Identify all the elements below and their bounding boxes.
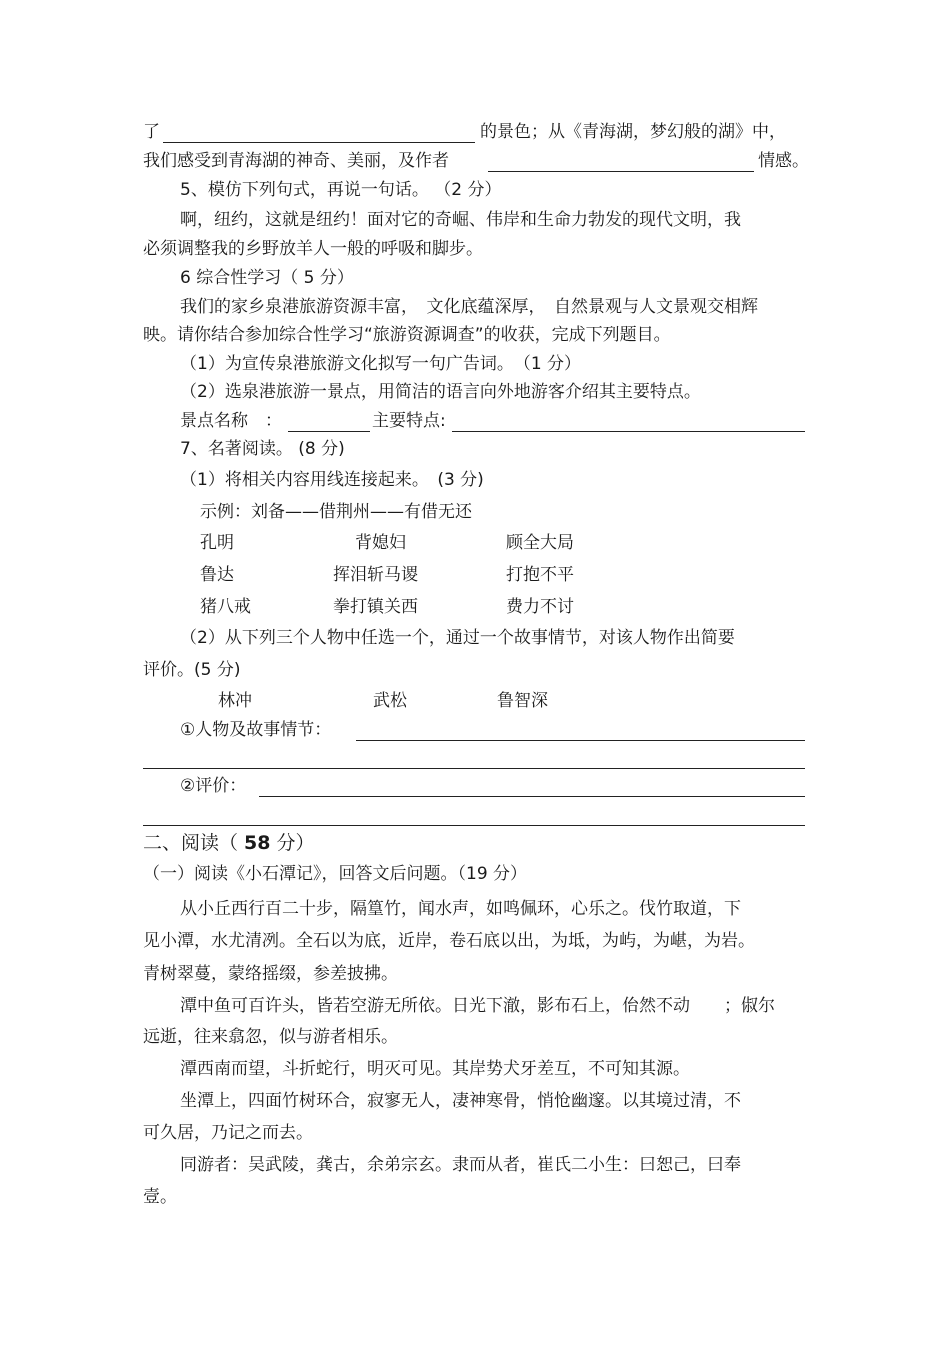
- passage-line: 从小丘西行百二十步，隔篁竹，闻水声，如鸣佩环，心乐之。伐竹取道，下: [180, 899, 741, 919]
- text-line: 我们感受到青海湖的神奇、美丽，及作者: [143, 151, 449, 171]
- character-option: 武松: [373, 691, 407, 711]
- passage-line: 壹。: [143, 1187, 177, 1207]
- passage-line: 见小潭，水尤清冽。全石以为底，近岸，卷石底以出，为坻，为屿，为嵁，为岩。: [143, 931, 755, 951]
- answer-blank[interactable]: [488, 171, 754, 172]
- match-item[interactable]: 鲁达: [200, 565, 234, 585]
- section-2-title: [143, 834, 315, 853]
- text-line: 啊，纽约，这就是纽约！面对它的奇崛、伟岸和生命力勃发的现代文明，我: [180, 210, 741, 230]
- evaluation-blank-2[interactable]: [143, 825, 805, 826]
- passage-line: 远逝，往来翕忽，似与游者相乐。: [143, 1027, 398, 1047]
- question-7-2: （2）从下列三个人物中任选一个，通过一个故事情节，对该人物作出简要: [180, 628, 735, 648]
- scenic-name-blank[interactable]: [288, 431, 370, 432]
- section-2-prefix: 二、阅读（: [143, 832, 245, 854]
- subsection-1-title: （一）阅读《小石潭记》，回答文后问题。（19 分）: [143, 864, 528, 884]
- text-line: 我们的家乡泉港旅游资源丰富， 文化底蕴深厚， 自然景观与人文景观交相辉: [180, 297, 758, 317]
- text-line: 映。请你结合参加综合性学习“旅游资源调查”的收获，完成下列题目。: [143, 325, 671, 345]
- question-6-1: （1）为宣传泉港旅游文化拟写一句广告词。 （1 分）: [180, 354, 582, 374]
- text-line: 情感。: [758, 151, 809, 171]
- character-option: 林冲: [218, 691, 252, 711]
- passage-line: 青树翠蔓，蒙络摇缀，参差披拂。: [143, 964, 398, 984]
- question-6-title: 6 综合性学习（ 5 分）: [180, 268, 354, 288]
- section-2-suffix: 分）: [270, 832, 315, 854]
- question-7-1: （1）将相关内容用线连接起来。 (3 分): [180, 470, 484, 490]
- section-2-score: 58: [244, 832, 271, 854]
- match-item[interactable]: 孔明: [200, 533, 234, 553]
- passage-line: 可久居，乃记之而去。: [143, 1123, 313, 1143]
- passage-line: 同游者：吴武陵，龚古，余弟宗玄。隶而从者，崔氏二小生：曰恕己，曰奉: [180, 1155, 741, 1175]
- example-line: 示例：刘备——借荆州——有借无还: [200, 502, 472, 522]
- match-item[interactable]: 背媳妇: [355, 533, 406, 553]
- feature-label: 主要特点:: [372, 411, 446, 431]
- passage-line: 潭西南而望，斗折蛇行，明灭可见。其岸势犬牙差互，不可知其源。: [180, 1059, 690, 1079]
- character-option: 鲁智深: [497, 691, 548, 711]
- match-item[interactable]: 拳打镇关西: [333, 597, 418, 617]
- match-item[interactable]: 猪八戒: [200, 597, 251, 617]
- match-item[interactable]: 挥泪斩马谡: [333, 565, 418, 585]
- story-blank[interactable]: [356, 740, 805, 741]
- evaluation-blank[interactable]: [259, 796, 805, 797]
- story-blank-2[interactable]: [143, 768, 805, 769]
- passage-line: 坐潭上，四面竹树环合，寂寥无人，凄神寒骨，悄怆幽邃。以其境过清，不: [180, 1091, 741, 1111]
- answer-blank[interactable]: [163, 142, 475, 143]
- question-6-2: （2）选泉港旅游一景点，用简洁的语言向外地游客介绍其主要特点。: [180, 382, 701, 402]
- question-7-title: 7、名著阅读。 (8 分): [180, 439, 345, 459]
- scenic-name-label: 景点名称 ：: [180, 411, 282, 431]
- match-item[interactable]: 打抱不平: [506, 565, 574, 585]
- text-line: 的景色；从《青海湖，梦幻般的湖》中，: [480, 122, 786, 142]
- feature-blank[interactable]: [452, 431, 805, 432]
- text-line: 了: [143, 122, 160, 142]
- passage-line: 潭中鱼可百许头，皆若空游无所依。日光下澈，影布石上，佁然不动 ；俶尔: [180, 996, 775, 1016]
- story-label: ①人物及故事情节：: [180, 720, 332, 740]
- match-item[interactable]: 费力不讨: [506, 597, 574, 617]
- evaluation-label: ②评价：: [180, 776, 247, 796]
- match-item[interactable]: 顾全大局: [506, 533, 574, 553]
- text-line: 评价。(5 分): [143, 660, 241, 680]
- question-5-title: 5、模仿下列句式，再说一句话。 （2 分）: [180, 180, 502, 200]
- text-line: 必须调整我的乡野放羊人一般的呼吸和脚步。: [143, 239, 483, 259]
